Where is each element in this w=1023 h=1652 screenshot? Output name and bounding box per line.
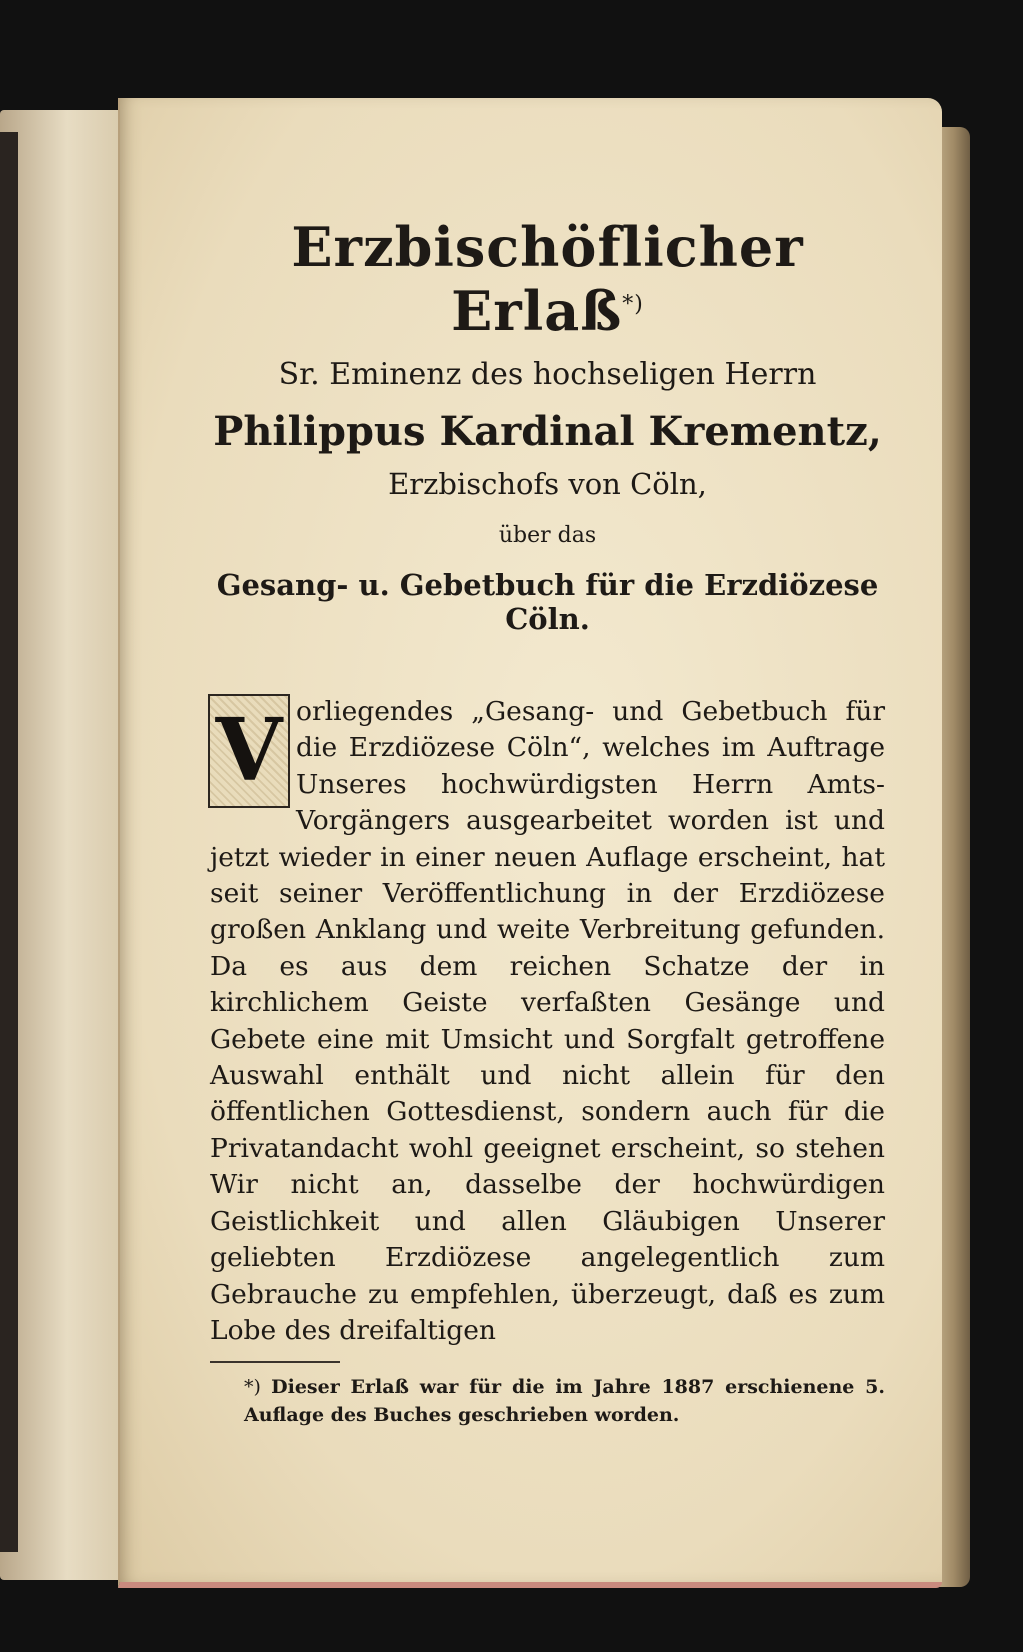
name-line: Philippus Kardinal Krementz,: [213, 408, 882, 455]
body-text: orliegendes „Gesang- und Gebetbuch für die Erzdiözese Cöln“, welches im Auftrage Unseres hochwürdigsten Herrn Amts-Vorgängers ausgearbeitet worden ist und jetzt wieder in einer neuen Auflage erscheint, hat seit seiner Veröffentlichung in der Erzdiözese großen Anklang und weite Verbreitung gefunden. Da es aus dem reichen Schatze der in kirchlichem Geiste verfaßten Gesänge und Gebete eine mit Umsicht und Sorgfalt getroffene Auswahl enthält und nicht allein für den öffentlichen Gottesdienst, sondern auch für die Privatandacht wohl geeignet erscheint, so stehen Wir nicht an, dasselbe der hochwürdigen Geistlichkeit und allen Gläubigen Unserer geliebten Erzdiözese angelegentlich zum Gebrauche zu empfehlen, überzeugt, daß es zum Lobe des dreifaltigen: [210, 696, 885, 1346]
footnote-rule: [210, 1361, 340, 1363]
body-paragraph: [210, 694, 885, 1349]
book-title-line: Gesang- u. Gebetbuch für die Erzdiözese Cöln.: [216, 568, 879, 636]
footnote: [210, 1373, 885, 1429]
page-title: [210, 215, 885, 343]
ornamental-dropcap: V: [208, 694, 290, 808]
page-content: [210, 215, 885, 1429]
office-line: Erzbischofs von Cöln,: [388, 467, 707, 501]
left-page-edge: [0, 110, 122, 1580]
about-line: über das: [498, 523, 597, 548]
title-footnote-mark: *): [622, 292, 644, 317]
footnote-text: Dieser Erlaß war für die im Jahre 1887 erschienene 5. Auflage des Buches geschrieben worden.: [244, 1376, 886, 1427]
footnote-mark: *): [244, 1376, 261, 1399]
book-spine: [0, 132, 18, 1552]
title-text: Erzbischöflicher Erlaß: [291, 215, 804, 343]
addressee-line: Sr. Eminenz des hochseligen Herrn: [278, 357, 817, 392]
